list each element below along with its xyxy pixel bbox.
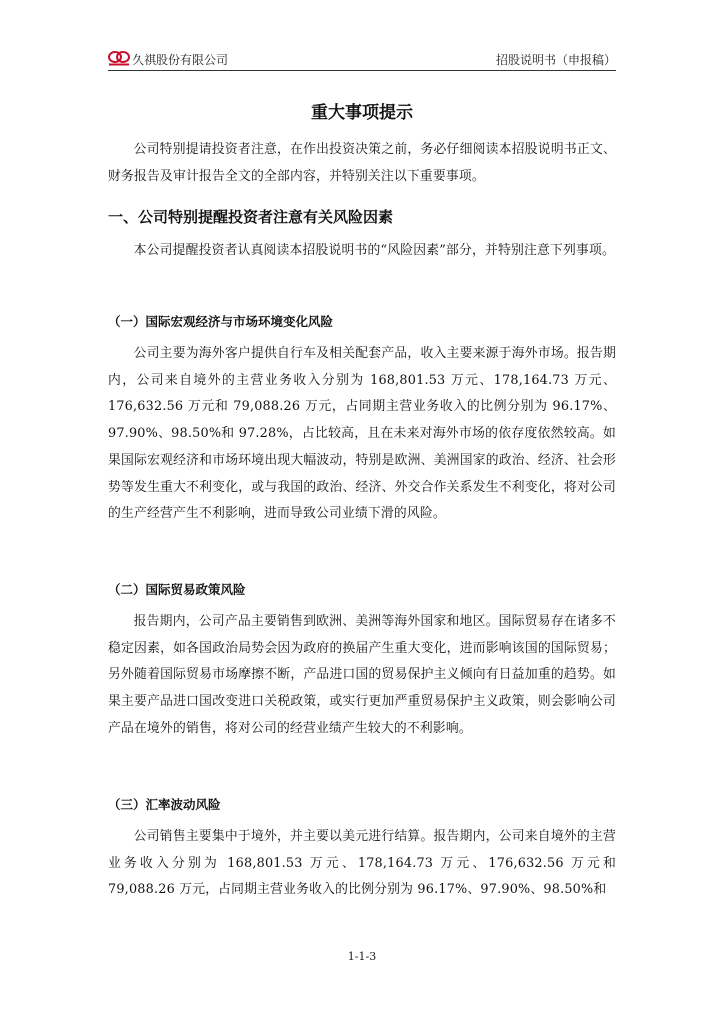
subsection-3-heading: （三）汇率波动风险 [108, 797, 221, 812]
subsection-1-heading: （一）国际宏观经济与市场环境变化风险 [108, 314, 334, 329]
intro-paragraph: 公司特别提请投资者注意，在作出投资决策之前，务必仔细阅读本招股说明书正文、财务报告及审计报告全文的全部内容，并特别关注以下重要事项。 [108, 142, 616, 184]
document-type: 招股说明书（申报稿） [495, 53, 616, 67]
subsection-2-body: 报告期内，公司产品主要销售到欧洲、美洲等海外国家和地区。国际贸易存在诸多不稳定因素，如各国政治局势会因为政府的换届产生重大变化，进而影响该国的国际贸易；另外随着国际贸易市场摩擦不断，产品进口国的贸易保护主义倾向有日益加重的趋势。如果主要产品进口国改变进口关税政策，或实行更加严重贸易保护主义政策，则会影响公司产品在境外的销售，将对公司的经营业绩产生较大的不利影响。 [108, 614, 616, 736]
page-header [108, 48, 616, 71]
subsection-2-heading: （二）国际贸易政策风险 [108, 582, 246, 597]
page-title: 重大事项提示 [311, 103, 413, 123]
company-logo-icon [108, 49, 130, 67]
section-1-intro: 本公司提醒投资者认真阅读本招股说明书的“风险因素”部分，并特别注意下列事项。 [133, 243, 615, 258]
subsection-1-body: 公司主要为海外客户提供自行车及相关配套产品，收入主要来源于海外市场。报告期内，公司来自境外的主营业务收入分别为 168,801.53 万元、178,164.73 万元、176,632.56 万元和 79,088.26 万元，占同期主营业务收入的比例分别为 96.17%、97.90%、98.50%和 97.28%，占比较高，且在未来对海外市场的依存度依然较高。如果国际宏观经济和市场环境出现大幅波动，特别是欧洲、美洲国家的政治、经济、社会形势等发生重大不利变化，或与我国的政治、经济、外交合作关系发生不利变化，将对公司的生产经营产生不利影响，进而导致公司业绩下滑的风险。 [108, 346, 616, 522]
section-1-heading: 一、公司特别提醒投资者注意有关风险因素 [108, 208, 394, 226]
company-name: 久祺股份有限公司 [132, 53, 229, 67]
subsection-3-body: 公司销售主要集中于境外，并主要以美元进行结算。报告期内，公司来自境外的主营业务收入分别为 168,801.53 万元、178,164.73 万元、176,632.56 万元和 79,088.26 万元，占同期主营业务收入的比例分别为 96.17%、97.90%、98.50%和 [108, 829, 616, 898]
page-number: 1-1-3 [347, 950, 377, 963]
